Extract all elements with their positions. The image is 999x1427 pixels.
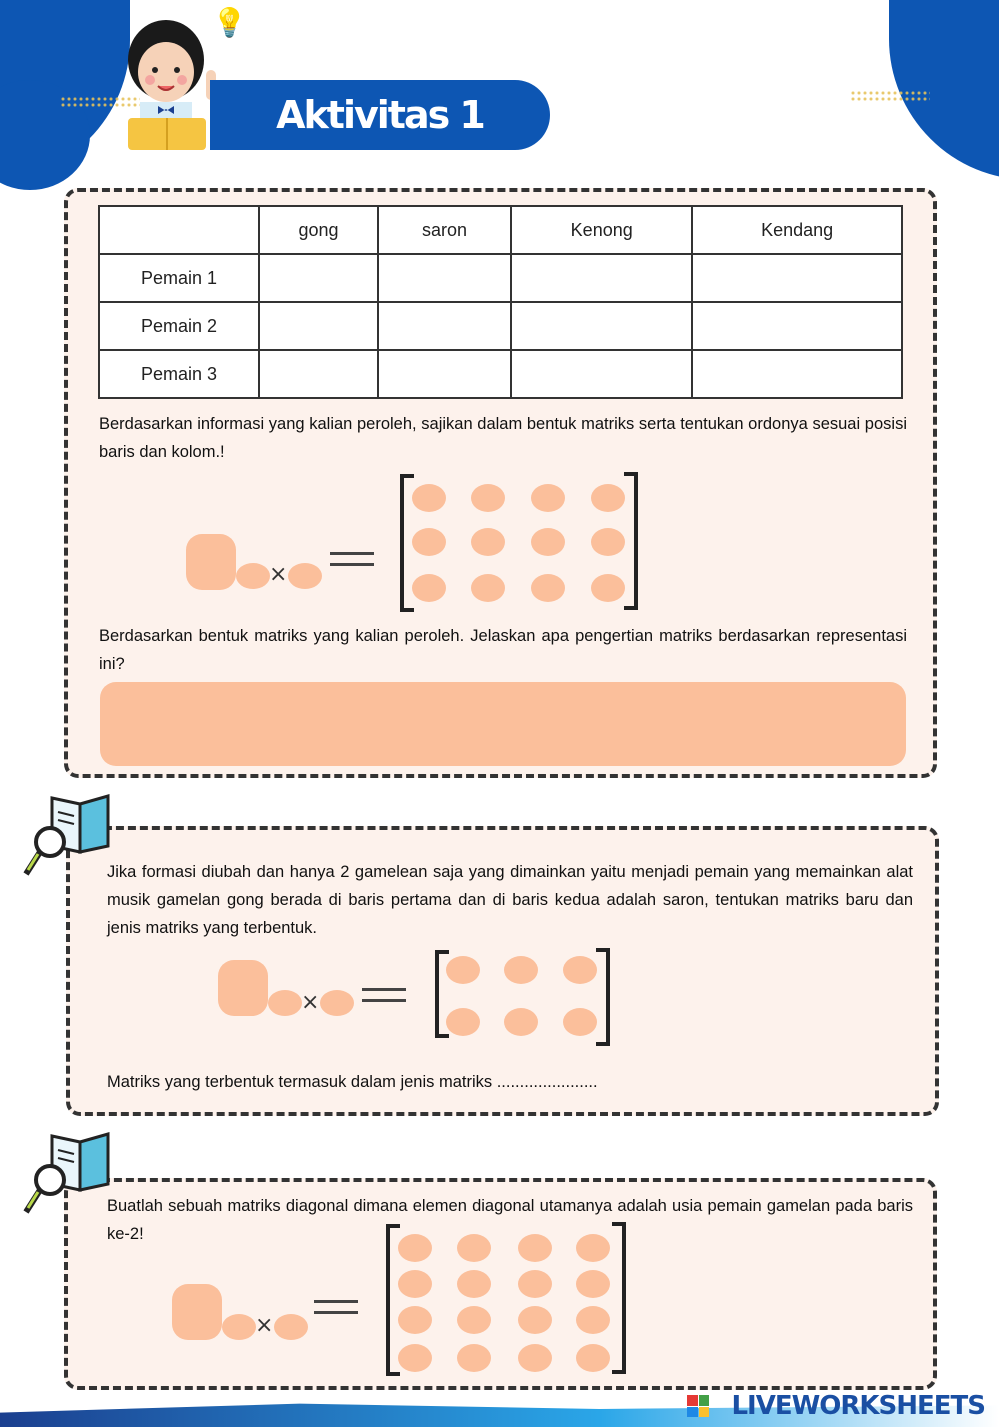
equals-sign [330,552,374,566]
ordo-col-input[interactable] [320,990,354,1016]
answer-input-box[interactable] [100,682,906,766]
matrix-bracket-right [596,948,610,1046]
instruction-text-2: Jika formasi diubah dan hanya 2 gamelean saja yang dimainkan yaitu menjadi pemain yang memainkan alat musik gamelan gong berada di baris pertama dan di baris kedua adalah saron, tentukan matriks baru dan jenis matriks yang terbentuk. [107,863,913,937]
matrix-entry-input[interactable] [531,484,565,512]
table-header-row [99,206,902,254]
matrix-name-input[interactable] [218,960,268,1016]
matrix-entry-input[interactable] [471,484,505,512]
book-magnifier-icon [22,790,112,880]
table-input-cell[interactable] [259,254,378,302]
matrix-entry-input[interactable] [563,1008,597,1036]
liveworksheets-brand: LIVEWORKSHEETS [731,1391,985,1421]
matrix-entry-input[interactable] [576,1344,610,1372]
question-text-1: Berdasarkan bentuk matriks yang kalian peroleh. Jelaskan apa pengertian matriks berdasarkan representasi ini? [99,627,907,673]
matrix-bracket-right [624,472,638,610]
instruction-text-3: Buatlah sebuah matriks diagonal dimana elemen diagonal utamanya adalah usia pemain gamelan pada baris ke-2! [107,1197,913,1243]
statement-text-2: Matriks yang terbentuk termasuk dalam jenis matriks ...................... [107,1073,598,1091]
ordo-col-input[interactable] [288,563,322,589]
row-label: Pemain 1 [99,254,259,302]
times-symbol: × [255,1313,274,1338]
matrix-entry-input[interactable] [518,1270,552,1298]
table-row [99,302,902,350]
table-input-cell[interactable] [511,302,692,350]
matrix-entry-input[interactable] [398,1306,432,1334]
table-header-cell: saron [378,206,511,254]
row-label: Pemain 3 [99,350,259,398]
matrix-entry-input[interactable] [471,528,505,556]
table-input-cell[interactable] [259,350,378,398]
equals-sign [314,1300,358,1314]
equals-sign [362,988,406,1002]
matrix-entry-input[interactable] [576,1234,610,1262]
matrix-entry-input[interactable] [457,1270,491,1298]
matrix-entry-input[interactable] [457,1344,491,1372]
matrix-name-input[interactable] [172,1284,222,1340]
liveworksheets-logo-icon [687,1395,709,1417]
ordo-row-input[interactable] [222,1314,256,1340]
title-banner [210,80,550,150]
table-header-cell: Kenong [511,206,692,254]
matrix-entry-input[interactable] [398,1344,432,1372]
matrix-entry-input[interactable] [591,574,625,602]
table-input-cell[interactable] [511,254,692,302]
matrix-entry-input[interactable] [563,956,597,984]
matrix-entry-input[interactable] [591,484,625,512]
table-input-cell[interactable] [378,350,511,398]
book-magnifier-icon [22,1128,112,1218]
matrix-entry-input[interactable] [504,1008,538,1036]
table-input-cell[interactable] [511,350,692,398]
table-header-cell: gong [259,206,378,254]
table-row [99,350,902,398]
matrix-entry-input[interactable] [446,956,480,984]
matrix-entry-input[interactable] [531,528,565,556]
table-input-cell[interactable] [378,302,511,350]
matrix-entry-input[interactable] [412,574,446,602]
times-symbol: × [269,562,288,587]
matrix-entry-input[interactable] [412,528,446,556]
table-input-cell[interactable] [692,350,902,398]
matrix-entry-input[interactable] [457,1306,491,1334]
table-input-cell[interactable] [692,254,902,302]
table-row [99,254,902,302]
times-symbol: × [301,990,320,1015]
matrix-entry-input[interactable] [531,574,565,602]
table-input-cell[interactable] [378,254,511,302]
table-input-cell[interactable] [259,302,378,350]
matrix-entry-input[interactable] [412,484,446,512]
ordo-row-input[interactable] [236,563,270,589]
sparkle-decoration [850,90,930,102]
matrix-entry-input[interactable] [576,1306,610,1334]
matrix-entry-input[interactable] [471,574,505,602]
matrix-entry-input[interactable] [457,1234,491,1262]
table-header-cell [99,206,259,254]
row-label: Pemain 2 [99,302,259,350]
matrix-entry-input[interactable] [446,1008,480,1036]
matrix-entry-input[interactable] [576,1270,610,1298]
matrix-entry-input[interactable] [518,1306,552,1334]
matrix-entry-input[interactable] [518,1234,552,1262]
lightbulb-icon: 💡 [212,6,247,39]
ordo-row-input[interactable] [268,990,302,1016]
instruction-text-1: Berdasarkan informasi yang kalian peroleh, sajikan dalam bentuk matriks serta tentukan ordonya sesuai posisi baris dan kolom.! [99,415,907,461]
players-instrument-table [98,205,903,399]
matrix-name-input[interactable] [186,534,236,590]
matrix-entry-input[interactable] [398,1270,432,1298]
page-title: Aktivitas 1 [276,93,484,137]
matrix-entry-input[interactable] [591,528,625,556]
matrix-entry-input[interactable] [504,956,538,984]
ordo-col-input[interactable] [274,1314,308,1340]
matrix-entry-input[interactable] [398,1234,432,1262]
table-input-cell[interactable] [692,302,902,350]
table-header-cell: Kendang [692,206,902,254]
matrix-bracket-right [612,1222,626,1374]
matrix-entry-input[interactable] [518,1344,552,1372]
